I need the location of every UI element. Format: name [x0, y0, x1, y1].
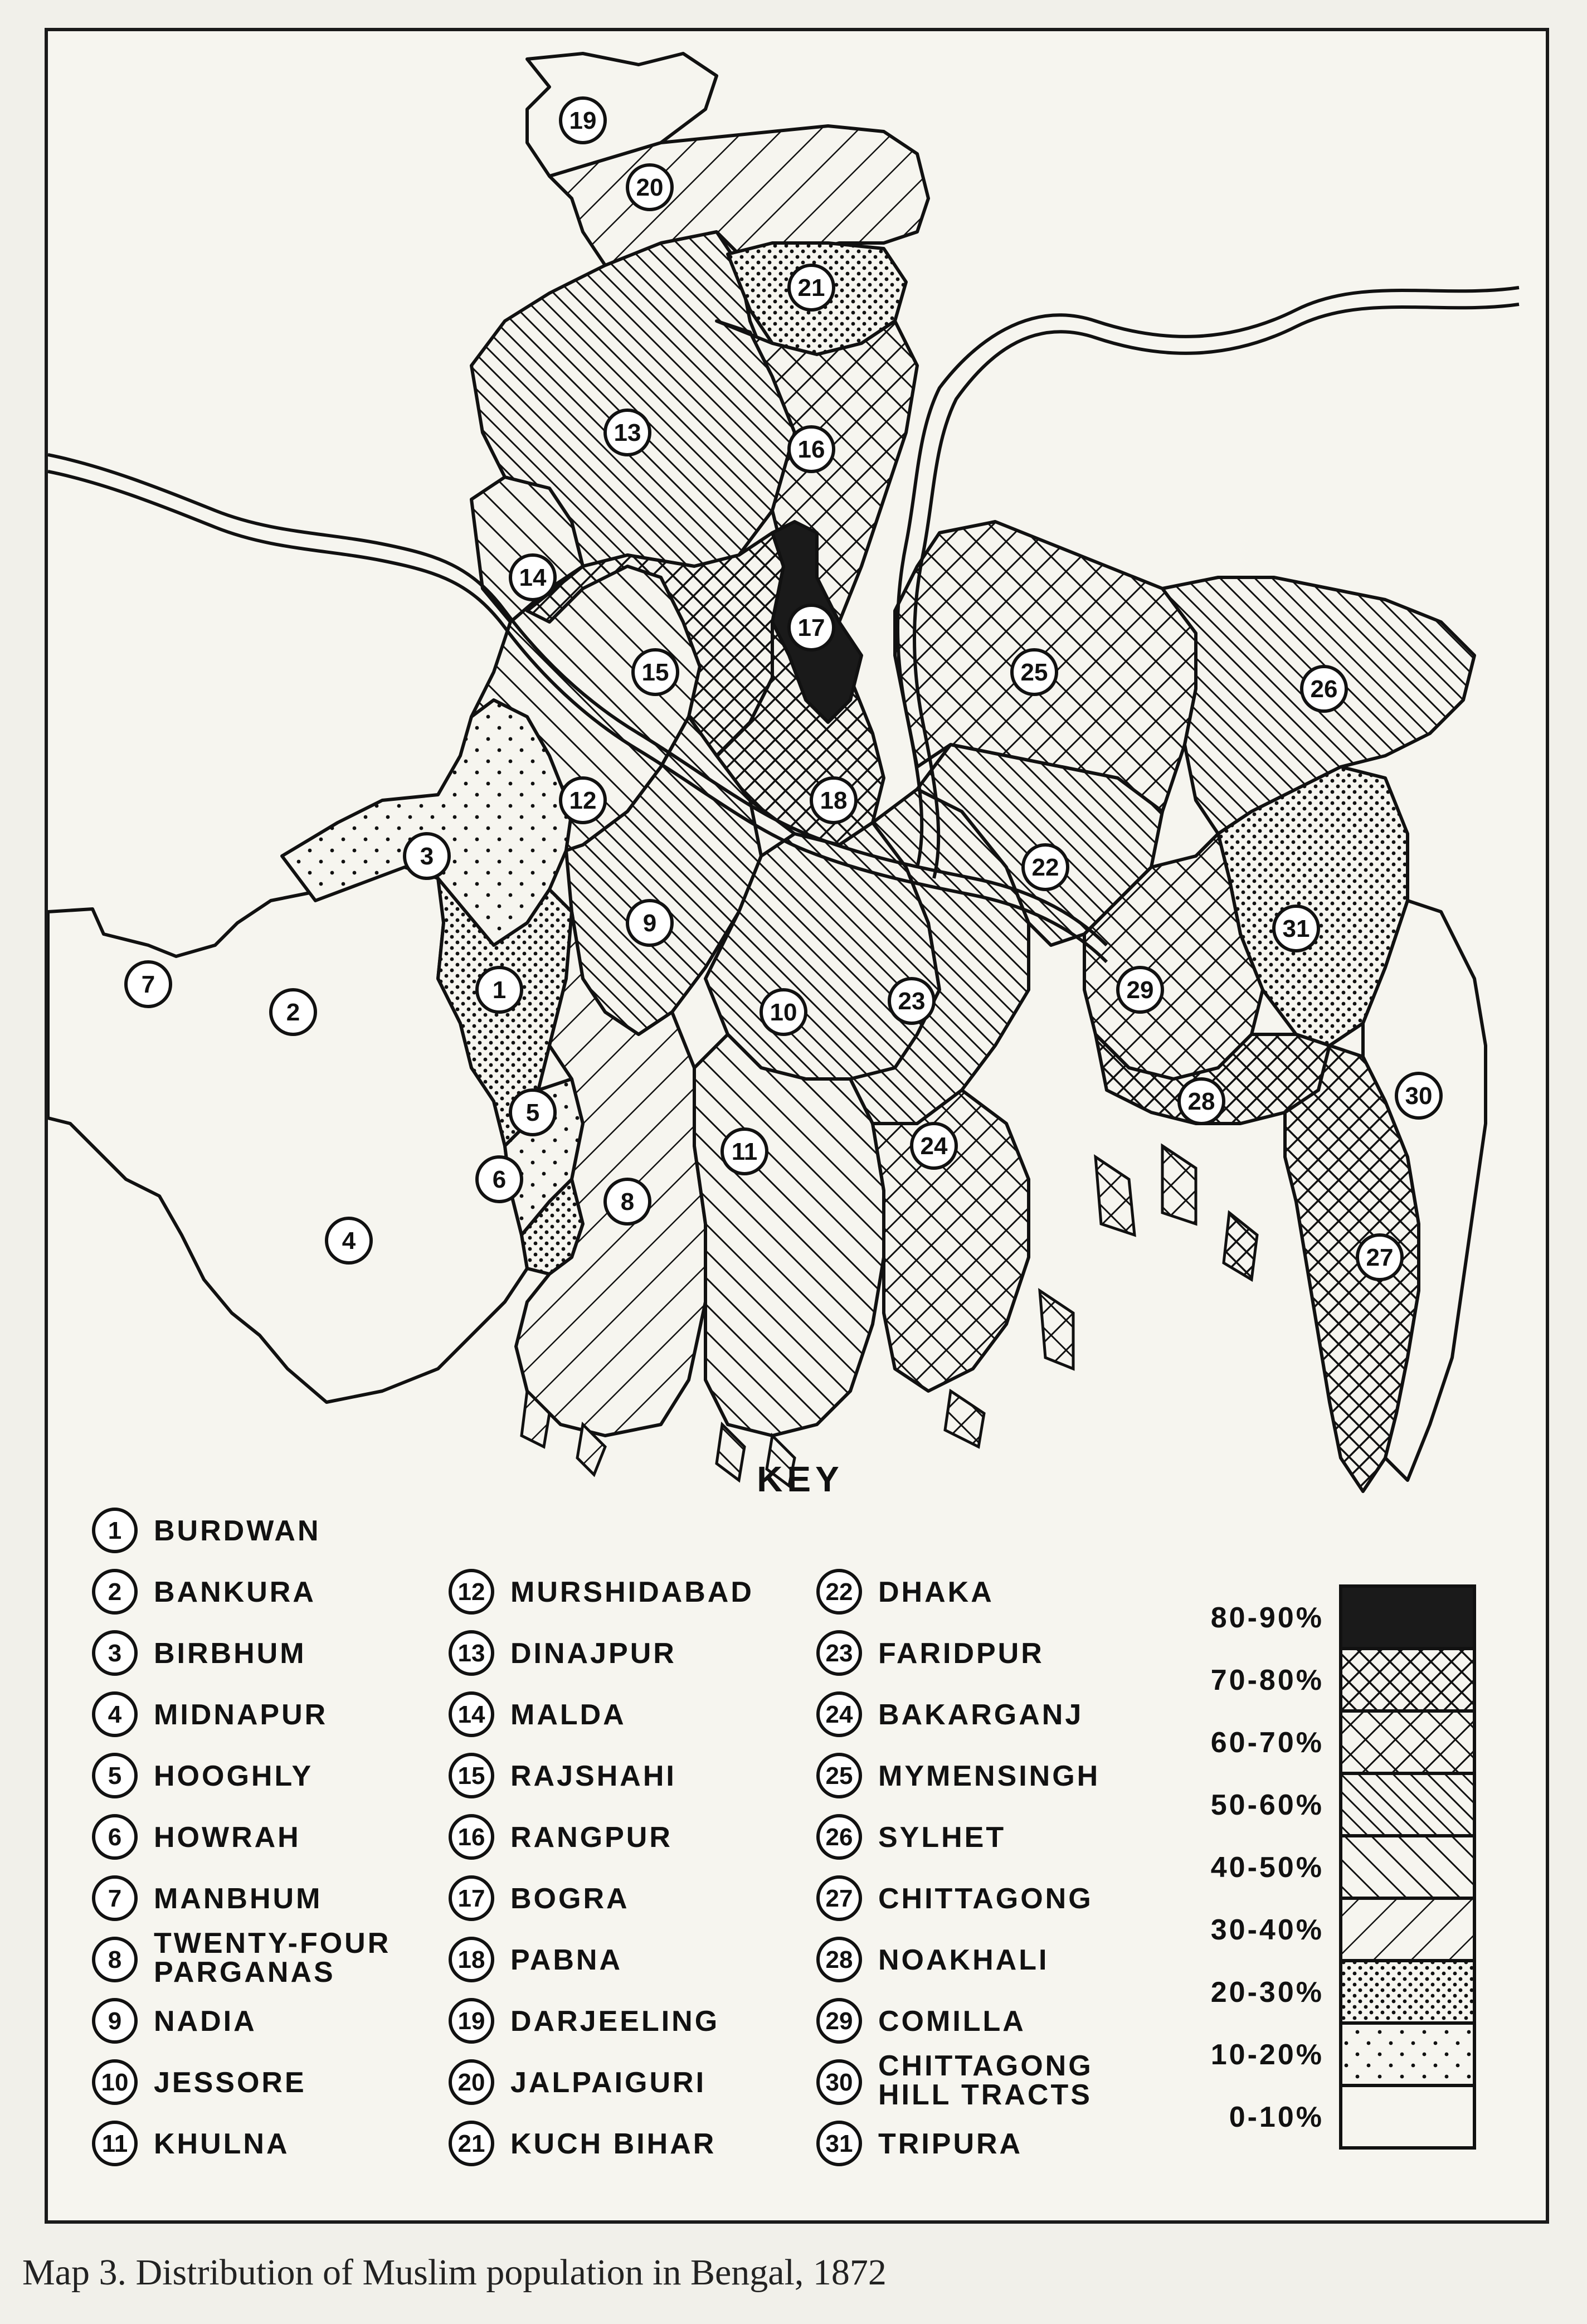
key-number: 2: [108, 1578, 122, 1606]
legend-entry: [1211, 1898, 1474, 1961]
key-number: 3: [108, 1640, 122, 1667]
key-entry: [450, 1754, 676, 1797]
district-marker-number: 5: [525, 1099, 540, 1126]
legend-label: 20-30%: [1210, 1976, 1324, 2009]
district-marker-number: 1: [492, 976, 507, 1004]
district-marker: [761, 990, 806, 1034]
key-number: 30: [825, 2069, 853, 2096]
key-number: 4: [108, 1701, 122, 1728]
key-number: 11: [101, 2130, 128, 2157]
district-marker: [327, 1218, 371, 1263]
key-entry: [94, 2000, 257, 2042]
key-number: 15: [457, 1762, 485, 1790]
district-marker: [561, 778, 605, 823]
key-entry: [94, 1816, 301, 1858]
key-district-name: PARGANAS: [154, 1956, 335, 1988]
district-marker-number: 4: [342, 1227, 356, 1255]
key-district-name: RAJSHAHI: [510, 1760, 676, 1792]
key-entry: [94, 2122, 290, 2165]
legend-label: 0-10%: [1229, 2101, 1324, 2133]
key-number: 1: [108, 1517, 122, 1544]
district-marker: [789, 265, 834, 310]
legend-label: 30-40%: [1210, 1914, 1324, 1946]
district-marker: [1023, 845, 1068, 889]
district-marker-number: 24: [920, 1132, 948, 1160]
district-marker: [605, 410, 650, 455]
district-marker-number: 12: [569, 787, 597, 814]
key-district-name: MALDA: [510, 1699, 626, 1731]
key-number: 28: [825, 1946, 853, 1973]
district-regions: [48, 54, 1486, 1491]
key-number: 21: [457, 2130, 485, 2157]
key-entry: [818, 1693, 1083, 1735]
key-district-name: DARJEELING: [510, 2005, 720, 2038]
district-marker-number: 21: [797, 274, 825, 302]
key-district-name: COMILLA: [878, 2005, 1026, 2038]
district-marker: [477, 1157, 522, 1202]
district-marker-number: 20: [636, 174, 664, 201]
key-district-name: HOOGHLY: [154, 1760, 314, 1792]
district-marker: [561, 98, 605, 143]
key-entry: [818, 1938, 1049, 1981]
district-marker: [789, 427, 834, 471]
district-marker-number: 25: [1020, 659, 1048, 686]
key-entry: [450, 1632, 676, 1674]
key-district-name: MIDNAPUR: [154, 1699, 328, 1731]
key-district-name: BAKARGANJ: [878, 1699, 1084, 1731]
key-district-name: RANGPUR: [510, 1821, 673, 1854]
key-entry: [818, 2122, 1023, 2165]
legend: [1211, 1586, 1474, 2148]
district-marker: [126, 962, 171, 1007]
district-marker-number: 16: [797, 436, 825, 463]
key-number: 17: [457, 1885, 485, 1912]
district-key-list: [94, 1509, 1100, 2165]
key-entry: [450, 2000, 719, 2042]
key-district-name: BURDWAN: [154, 1515, 321, 1547]
district-marker-number: 31: [1282, 915, 1310, 942]
map-frame: [45, 28, 1549, 2224]
key-entry: [94, 1877, 322, 1919]
key-district-name: HILL TRACTS: [878, 2079, 1092, 2111]
district-marker: [627, 901, 672, 945]
key-entry: [450, 2061, 706, 2103]
key-entry: [94, 2061, 306, 2103]
district-marker-number: 27: [1366, 1244, 1394, 1271]
key-number: 8: [108, 1946, 122, 1973]
district-marker-number: 11: [731, 1138, 758, 1165]
key-entry: [94, 1693, 328, 1735]
legend-entry: [1211, 1836, 1474, 1898]
key-number: 18: [457, 1946, 485, 1973]
key-district-name: JESSORE: [154, 2067, 306, 2099]
key-district-name: DINAJPUR: [510, 1637, 676, 1670]
key-number: 5: [108, 1762, 122, 1790]
district-marker: [1302, 667, 1346, 711]
legend-entry: [1211, 1773, 1474, 1836]
key-entry: [818, 1816, 1006, 1858]
key-district-name: HOWRAH: [154, 1821, 301, 1854]
district-marker: [405, 834, 449, 878]
key-entry: [450, 1571, 754, 1613]
key-entry: [94, 1754, 313, 1797]
key-number: 24: [825, 1701, 853, 1728]
key-district-name: CHITTAGONG: [878, 1883, 1093, 1915]
district-marker-number: 29: [1126, 976, 1154, 1004]
key-entry: [450, 1693, 626, 1735]
key-entry: [450, 1877, 630, 1919]
bengal-map: [48, 31, 1546, 2220]
key-entry: [94, 1509, 321, 1552]
legend-swatch: [1341, 2085, 1474, 2148]
key-number: 25: [825, 1762, 853, 1790]
legend-swatch: [1341, 1836, 1474, 1898]
legend-label: 80-90%: [1210, 1602, 1324, 1634]
key-district-name: JALPAIGURI: [510, 2067, 707, 2099]
legend-swatch: [1341, 1961, 1474, 2023]
key-entry: [818, 1877, 1093, 1919]
district-marker: [271, 990, 315, 1034]
key-entry: [818, 1571, 994, 1613]
legend-label: 40-50%: [1210, 1851, 1324, 1884]
legend-swatch: [1341, 1898, 1474, 1961]
key-entry: [450, 1938, 622, 1981]
district-marker: [1396, 1073, 1441, 1118]
key-number: 29: [825, 2007, 853, 2035]
key-number: 27: [825, 1885, 853, 1912]
key-district-name: MURSHIDABAD: [510, 1576, 754, 1608]
legend-swatch: [1341, 1649, 1474, 1711]
district-marker-number: 23: [898, 988, 926, 1015]
district-marker: [1179, 1079, 1224, 1124]
key-number: 13: [457, 1640, 485, 1667]
key-entry: [450, 2122, 716, 2165]
key-district-name: PABNA: [510, 1944, 623, 1976]
key-district-name: NADIA: [154, 2005, 257, 2038]
district-marker-number: 13: [614, 419, 641, 446]
key-district-name: MYMENSINGH: [878, 1760, 1101, 1792]
district-marker: [510, 555, 555, 600]
district-marker-number: 3: [420, 843, 434, 870]
key-entry: [818, 1632, 1044, 1674]
legend-swatch: [1341, 1773, 1474, 1836]
legend-label: 10-20%: [1210, 2039, 1324, 2071]
legend-label: 60-70%: [1210, 1727, 1324, 1759]
key-entry: [94, 1571, 316, 1613]
key-number: 12: [457, 1578, 485, 1606]
key-number: 14: [457, 1701, 485, 1728]
legend-entry: [1211, 1961, 1474, 2023]
key-number: 9: [108, 2007, 122, 2035]
key-entry: [818, 2050, 1093, 2111]
key-entry: [94, 1927, 391, 1988]
legend-entry: [1211, 1586, 1474, 1649]
legend-entry: [1229, 2085, 1474, 2148]
key-number: 22: [825, 1578, 853, 1606]
district-marker-number: 17: [797, 614, 825, 641]
key-number: 7: [108, 1885, 122, 1912]
key-number: 6: [108, 1824, 122, 1851]
key-number: 10: [101, 2069, 129, 2096]
legend-swatch: [1341, 1586, 1474, 1649]
district-marker: [1274, 906, 1318, 951]
key-district-name: KUCH BIHAR: [510, 2128, 717, 2160]
key-number: 26: [825, 1824, 853, 1851]
district-marker: [633, 650, 678, 694]
district-marker-number: 15: [641, 659, 669, 686]
district-marker-number: 10: [770, 999, 797, 1026]
district-marker: [722, 1129, 767, 1174]
key-number: 23: [825, 1640, 853, 1667]
legend-label: 70-80%: [1210, 1664, 1324, 1696]
key-district-name: TWENTY-FOUR: [154, 1927, 391, 1960]
district-marker: [510, 1090, 555, 1135]
legend-label: 50-60%: [1210, 1789, 1324, 1821]
district-marker-number: 26: [1310, 675, 1338, 703]
key-number: 31: [825, 2130, 853, 2157]
district-marker: [1012, 650, 1057, 694]
district-marker-number: 2: [286, 999, 300, 1026]
district-marker: [1357, 1235, 1402, 1280]
district-marker: [889, 979, 934, 1023]
key-district-name: TRIPURA: [878, 2128, 1023, 2160]
key-district-name: SYLHET: [878, 1821, 1006, 1854]
district-marker: [627, 165, 672, 210]
key-district-name: MANBHUM: [154, 1883, 323, 1915]
region-khulna: [694, 1034, 884, 1436]
key-entry: [450, 1816, 673, 1858]
key-entry: [94, 1632, 306, 1674]
district-marker-number: 30: [1405, 1082, 1433, 1110]
district-marker-number: 9: [642, 910, 657, 937]
key-number: 16: [457, 1824, 485, 1851]
key-entry: [818, 2000, 1026, 2042]
district-marker-number: 7: [141, 971, 155, 998]
district-marker-number: 8: [620, 1188, 635, 1216]
district-marker-number: 6: [492, 1166, 507, 1193]
key-district-name: KHULNA: [154, 2128, 290, 2160]
legend-swatch: [1341, 2023, 1474, 2085]
district-marker: [912, 1124, 956, 1168]
key-entry: [818, 1754, 1100, 1797]
key-number: 19: [457, 2007, 485, 2035]
district-marker: [605, 1179, 650, 1224]
legend-entry: [1211, 1711, 1474, 1773]
key-district-name: FARIDPUR: [878, 1637, 1044, 1670]
district-marker: [477, 967, 522, 1012]
district-marker: [789, 605, 834, 650]
map-caption: Map 3. Distribution of Muslim population in Bengal, 1872: [22, 2252, 887, 2293]
district-marker-number: 18: [820, 787, 848, 814]
district-marker-number: 28: [1187, 1088, 1215, 1115]
district-marker-number: 22: [1031, 854, 1059, 881]
district-marker-number: 19: [569, 107, 597, 134]
key-district-name: CHITTAGONG: [878, 2050, 1093, 2082]
legend-entry: [1211, 2023, 1474, 2085]
key-district-name: BIRBHUM: [154, 1637, 306, 1670]
key-district-name: BANKURA: [154, 1576, 316, 1608]
district-marker: [811, 778, 856, 823]
key-title: KEY: [757, 1459, 844, 1499]
key-number: 20: [457, 2069, 485, 2096]
key-district-name: DHAKA: [878, 1576, 994, 1608]
legend-swatch: [1341, 1711, 1474, 1773]
legend-entry: [1211, 1649, 1474, 1711]
key-district-name: BOGRA: [510, 1883, 630, 1915]
district-marker: [1118, 967, 1162, 1012]
district-marker-number: 14: [519, 564, 547, 591]
key-district-name: NOAKHALI: [878, 1944, 1049, 1976]
